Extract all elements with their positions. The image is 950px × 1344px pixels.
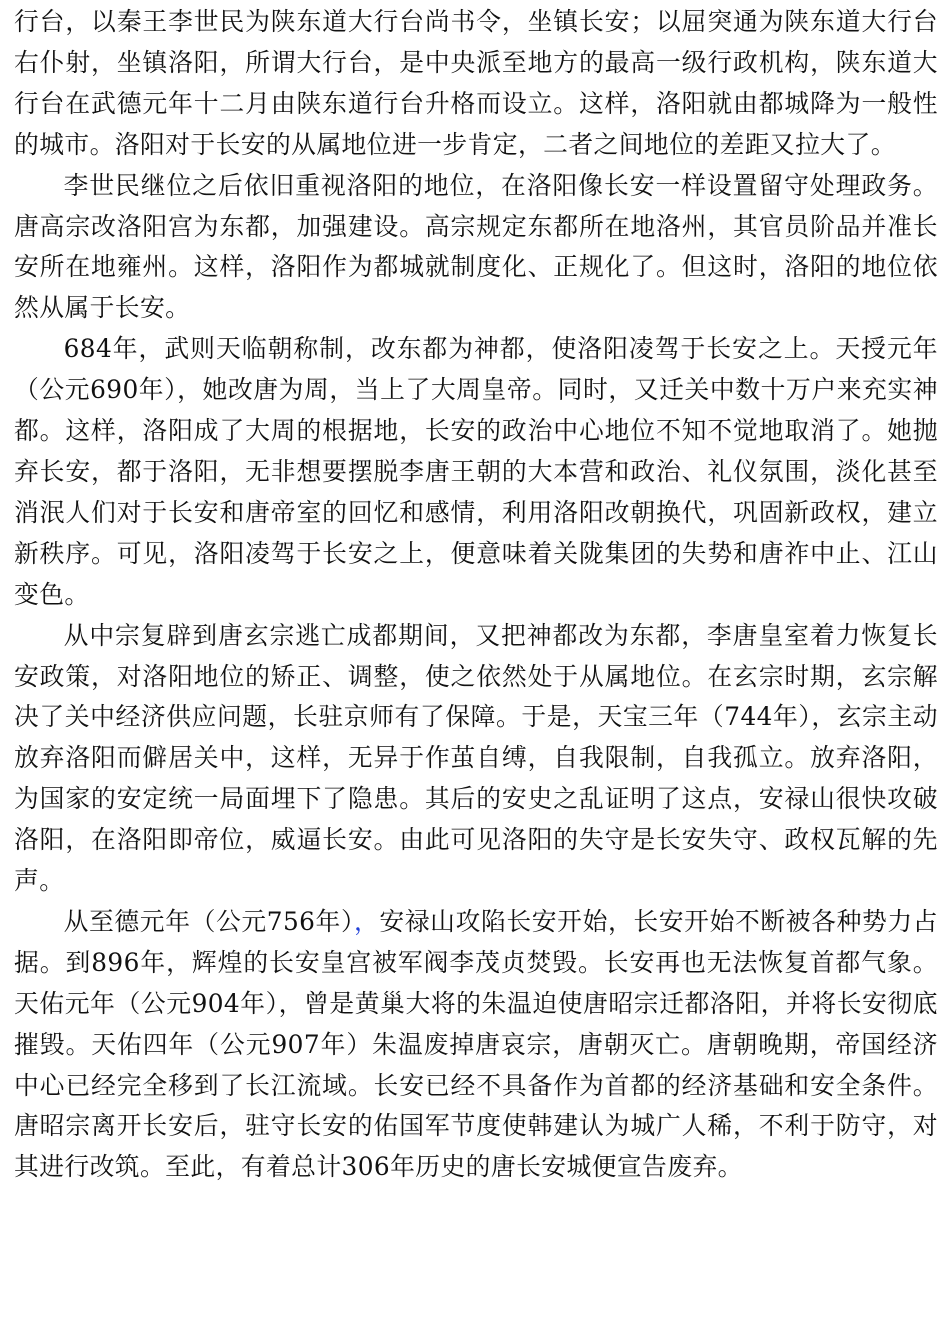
paragraph-5-text-after: 安禄山攻陷长安开始，长安开始不断被各种势力占据。到896年，辉煌的长安皇宫被军阀李茂贞焚毁。长安再也无法恢复首都气象。天佑元年（公元904年），曾是黄巢大将的朱温迫使唐昭宗迁都洛阳，并将长安彻底摧毁。天佑四年（公元907年）朱温废掉唐哀宗，唐朝灭亡。唐朝晚期，帝国经济中心已经完全移到了长江流域。长安已经不具备作为首都的经济基础和安全条件。唐昭宗离开长安后，驻守长安的佑国军节度使韩建认为城广人稀，不利于防守，对其进行改筑。至此，有着总计306年历史的唐长安城便宣告废弃。	[14, 906, 938, 1182]
paragraph-2: 李世民继位之后依旧重视洛阳的地位，在洛阳像长安一样设置留守处理政务。唐高宗改洛阳宫为东都，加强建设。高宗规定东都所在地洛州，其官员阶品并准长安所在地雍州。这样，洛阳作为都城就制度化、正规化了。但这时，洛阳的地位依然从属于长安。	[14, 170, 938, 323]
paragraph-3: 684年，武则天临朝称制，改东都为神都，使洛阳凌驾于长安之上。天授元年（公元690年），她改唐为周，当上了大周皇帝。同时，又迁关中数十万户来充实神都。这样，洛阳成了大周的根据地，长安的政治中心地位不知不觉地取消了。她抛弃长安，都于洛阳，无非想要摆脱李唐王朝的大本营和政治、礼仪氛围，淡化甚至消泯人们对于长安和唐帝室的回忆和感情，利用洛阳改朝换代，巩固新政权，建立新秩序。可见，洛阳凌驾于长安之上，便意味着关陇集团的失势和唐祚中止、江山变色。	[14, 334, 938, 609]
highlighted-comma: ，	[353, 906, 380, 936]
paragraph-1: 行台，以秦王李世民为陕东道大行台尚书令，坐镇长安；以屈突通为陕东道大行台右仆射，坐镇洛阳，所谓大行台，是中央派至地方的最高一级行政机构，陕东道大行台在武德元年十二月由陕东道行台升格而设立。这样，洛阳就由都城降为一般性的城市。洛阳对于长安的从属地位进一步肯定，二者之间地位的差距又拉大了。	[14, 7, 938, 159]
document-page	[14, 2, 938, 1188]
paragraph-5-text-before: 从至德元年（公元756年）	[63, 906, 354, 936]
paragraph-4: 从中宗复辟到唐玄宗逃亡成都期间，又把神都改为东都，李唐皇室着力恢复长安政策，对洛阳地位的矫正、调整，使之依然处于从属地位。在玄宗时期，玄宗解决了关中经济供应问题，长驻京师有了保障。于是，天宝三年（744年），玄宗主动放弃洛阳而僻居关中，这样，无异于作茧自缚，自我限制，自我孤立。放弃洛阳，为国家的安定统一局面埋下了隐患。其后的安史之乱证明了这点，安禄山很快攻破洛阳，在洛阳即帝位，威逼长安。由此可见洛阳的失守是长安失守、政权瓦解的先声。	[14, 620, 938, 896]
paragraph-5	[14, 902, 938, 1188]
